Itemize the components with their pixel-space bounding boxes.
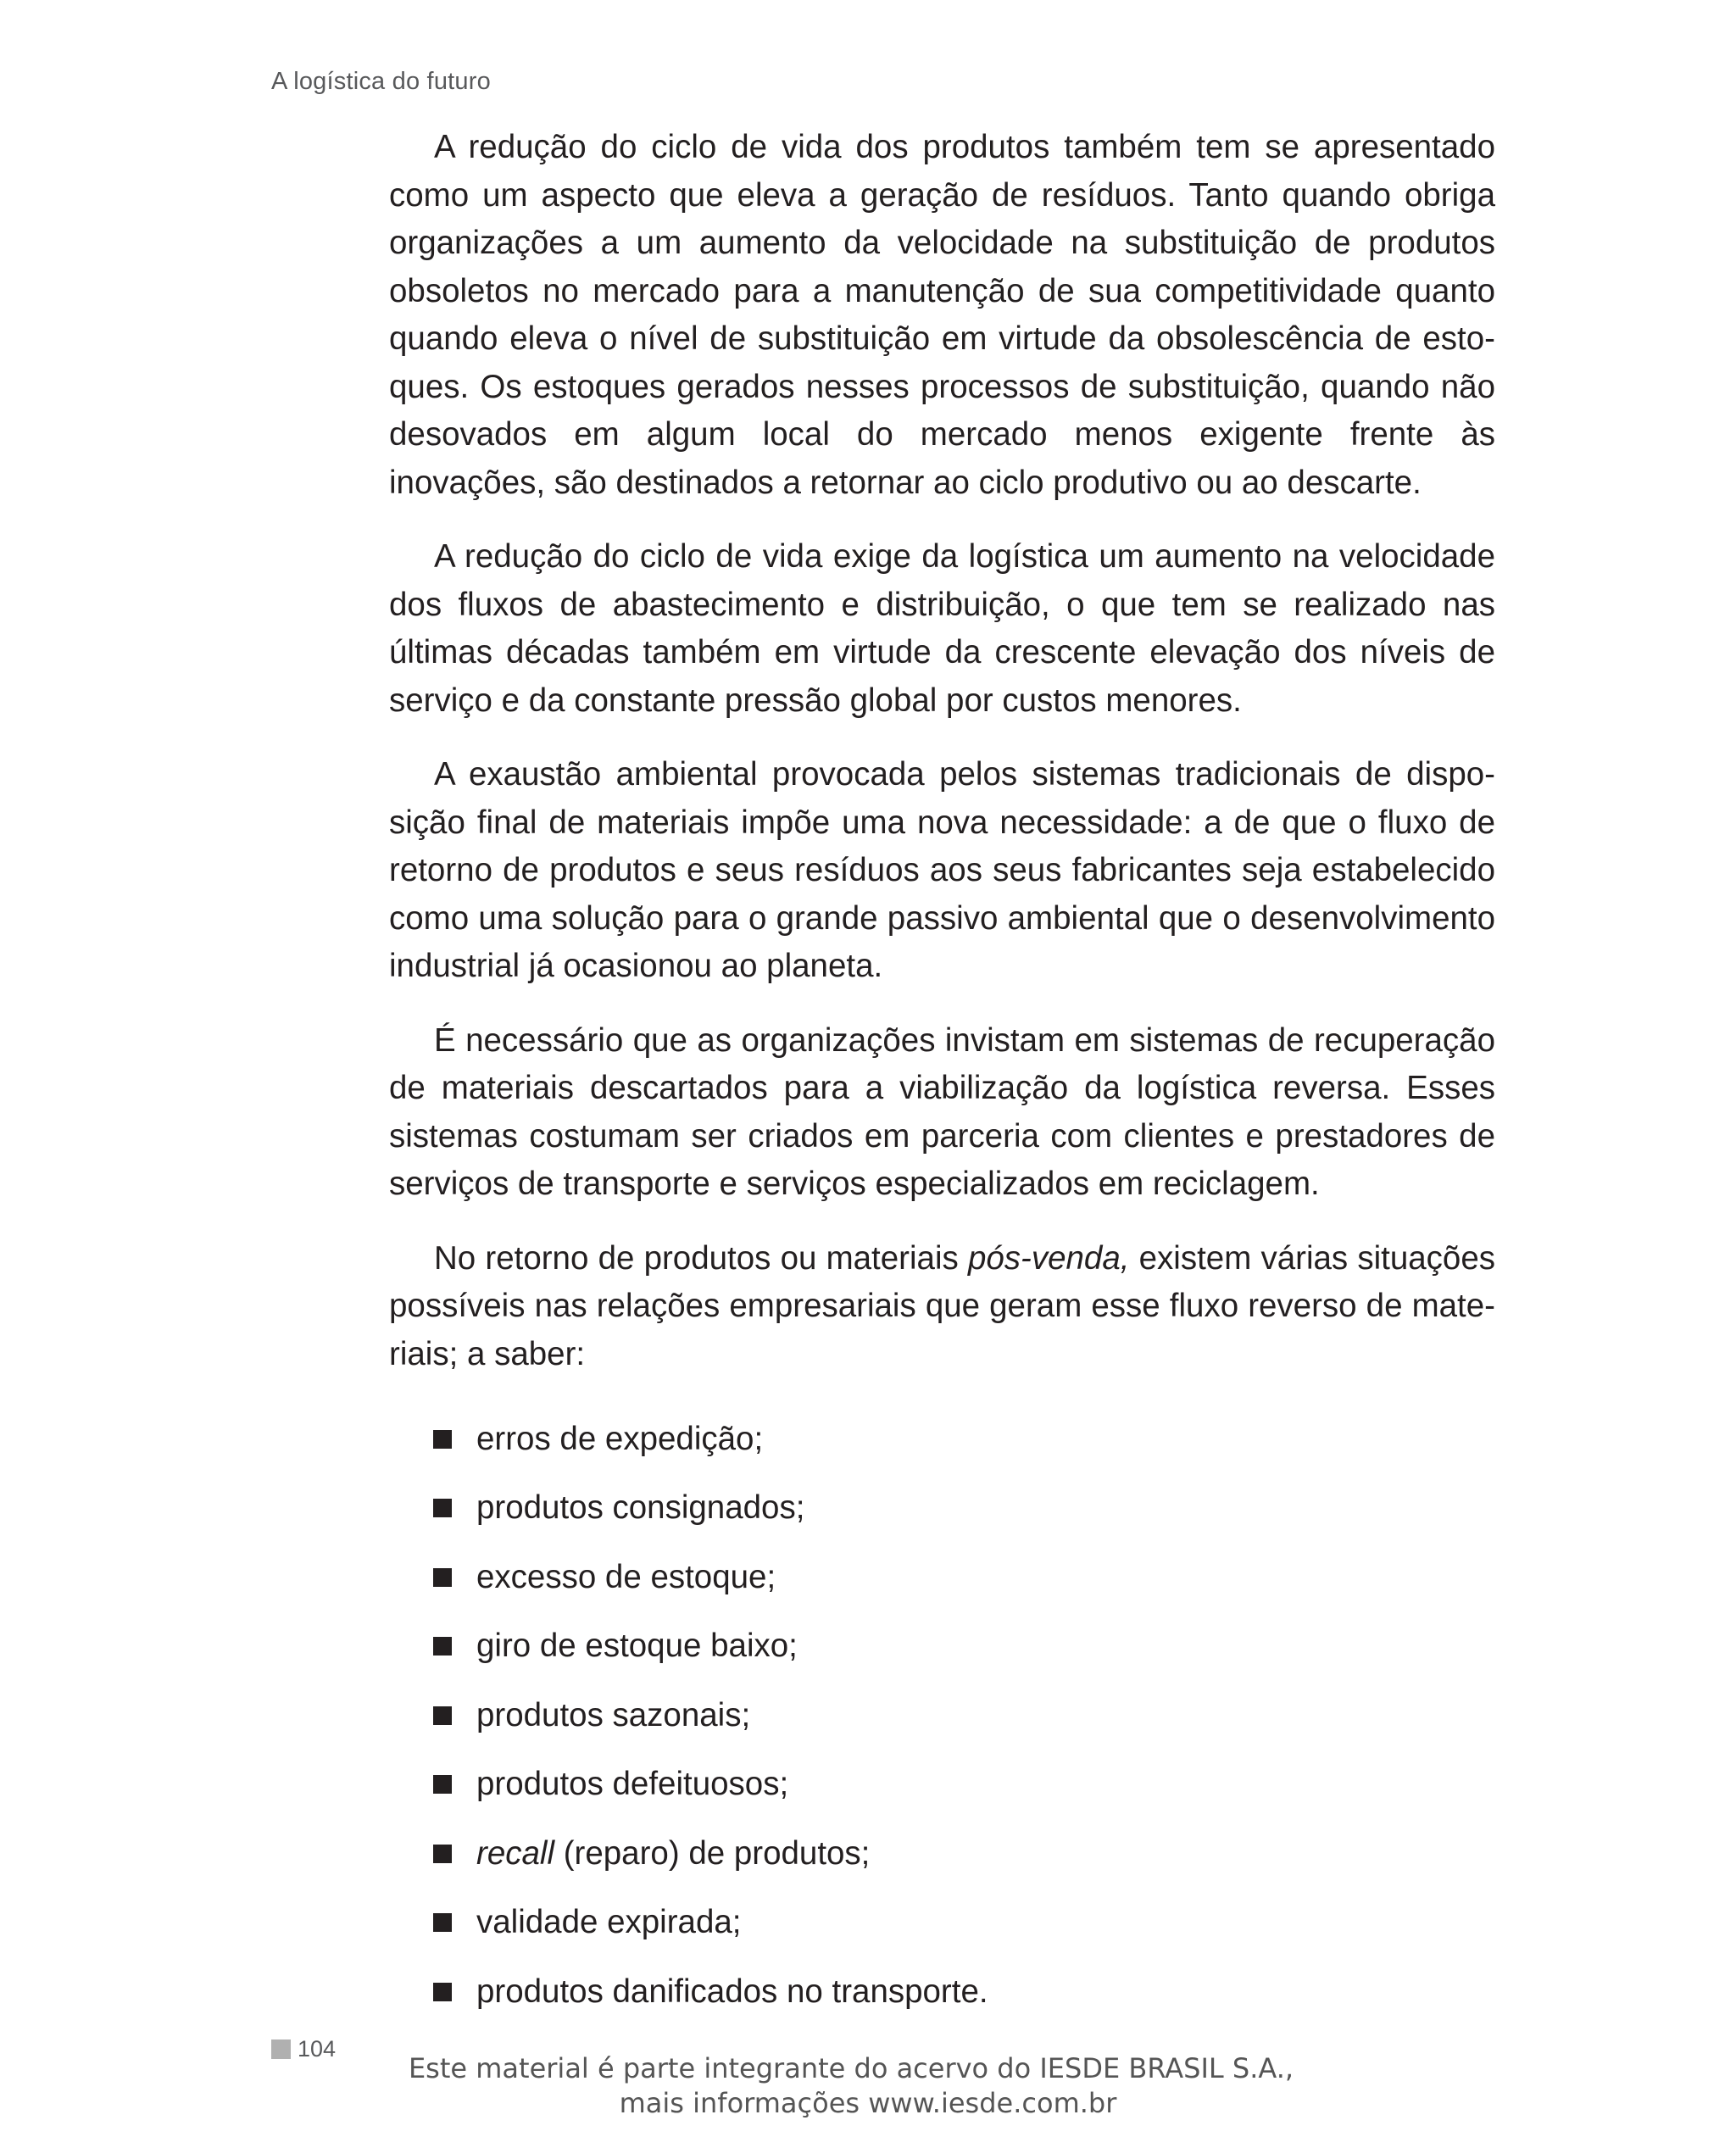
page-number: 104 — [298, 2036, 337, 2062]
list-item-text: produtos sazonais; — [476, 1696, 751, 1733]
copyright-notice-line-2: mais informações www.iesde.com.br — [619, 2087, 1117, 2119]
list-item — [389, 1957, 1495, 2027]
copyright-notice — [0, 2051, 1736, 2121]
square-bullet-icon — [433, 1430, 452, 1449]
list-item — [389, 1681, 1495, 1750]
square-bullet-icon — [433, 1568, 452, 1587]
square-bullet-icon — [433, 1706, 452, 1725]
square-bullet-icon — [433, 1845, 452, 1863]
square-bullet-icon — [433, 1637, 452, 1656]
list-item-text: giro de estoque baixo; — [476, 1628, 798, 1665]
paragraph-5-text-end: existem várias situações possíveis nas relações empresariais que geram esse fluxo reverso de materiais; a saber: — [389, 1239, 1495, 1372]
list-item — [389, 1819, 1495, 1889]
square-bullet-icon — [433, 1913, 452, 1932]
list-item — [389, 1612, 1495, 1682]
situations-list — [389, 1405, 1495, 2027]
list-item — [389, 1543, 1495, 1612]
list-item-text: produtos consignados; — [476, 1489, 805, 1527]
list-item — [389, 1474, 1495, 1544]
running-header: A logística do futuro — [271, 68, 491, 95]
paragraph-5 — [389, 1235, 1495, 1379]
paragraph-1: A redução do ciclo de vida dos produtos também tem se apresentado como um aspecto que eleva a geração de resíduos. Tanto quando obriga organizações a um aumento da velocidade na substituição de produtos obsoletos no mercado para a manutenção de sua competitividade quanto quando eleva o nível de substituição em virtude da obsolescência de estoques. Os estoques gerados nesses processos de substituição, quando não desovados em algum local do mercado menos exigente frente às inovações, são destinados a retornar ao ciclo produtivo ou ao descarte. — [389, 129, 1495, 501]
copyright-notice-line-1: Este material é parte integrante do acervo do IESDE BRASIL S.A., — [408, 2052, 1294, 2084]
paragraph-5-italic-term: pós-venda, — [967, 1239, 1130, 1277]
list-item-text: excesso de estoque; — [476, 1558, 776, 1595]
paragraph-4: É necessário que as organizações invistam em sistemas de recuperação de materiais descartados para a viabilização da logística reversa. Esses sistemas costumam ser criados em parceria com clientes e prestadores de serviços de transporte e serviços especializados em reciclagem. — [389, 1021, 1495, 1202]
list-item — [389, 1750, 1495, 1820]
list-item-text: produtos defeituosos; — [476, 1766, 789, 1803]
list-item-text-rest: (reparo) de produtos; — [554, 1834, 871, 1872]
square-bullet-icon — [433, 1983, 452, 2001]
square-bullet-icon — [433, 1499, 452, 1517]
list-item-text — [476, 1835, 870, 1873]
list-item-italic-term: recall — [476, 1834, 555, 1872]
paragraph-5-text-start: No retorno de produtos ou materiais — [434, 1239, 968, 1277]
list-item — [389, 1405, 1495, 1474]
list-item-text: produtos danificados no transporte. — [476, 1973, 988, 2010]
paragraph-3: A exaustão ambiental provocada pelos sistemas tradicionais de disposição final de materiais impõe uma nova necessidade: a de que o fluxo de retorno de produtos e seus resíduos aos seus fabricantes seja estabelecido como uma solução para o grande passivo ambiental que o desenvolvimento industrial já ocasionou ao planeta. — [389, 756, 1495, 984]
page-body — [389, 124, 1495, 2027]
list-item — [389, 1889, 1495, 1958]
paragraph-2: A redução do ciclo de vida exige da logística um aumento na velocidade dos fluxos de abastecimento e distribuição, o que tem se realizado nas últimas décadas também em virtude da crescente elevação dos níveis de serviço e da constante pressão global por custos menores. — [389, 538, 1495, 719]
list-item-text: validade expirada; — [476, 1904, 742, 1941]
list-item-text: erros de expedição; — [476, 1420, 764, 1457]
square-bullet-icon — [433, 1775, 452, 1794]
